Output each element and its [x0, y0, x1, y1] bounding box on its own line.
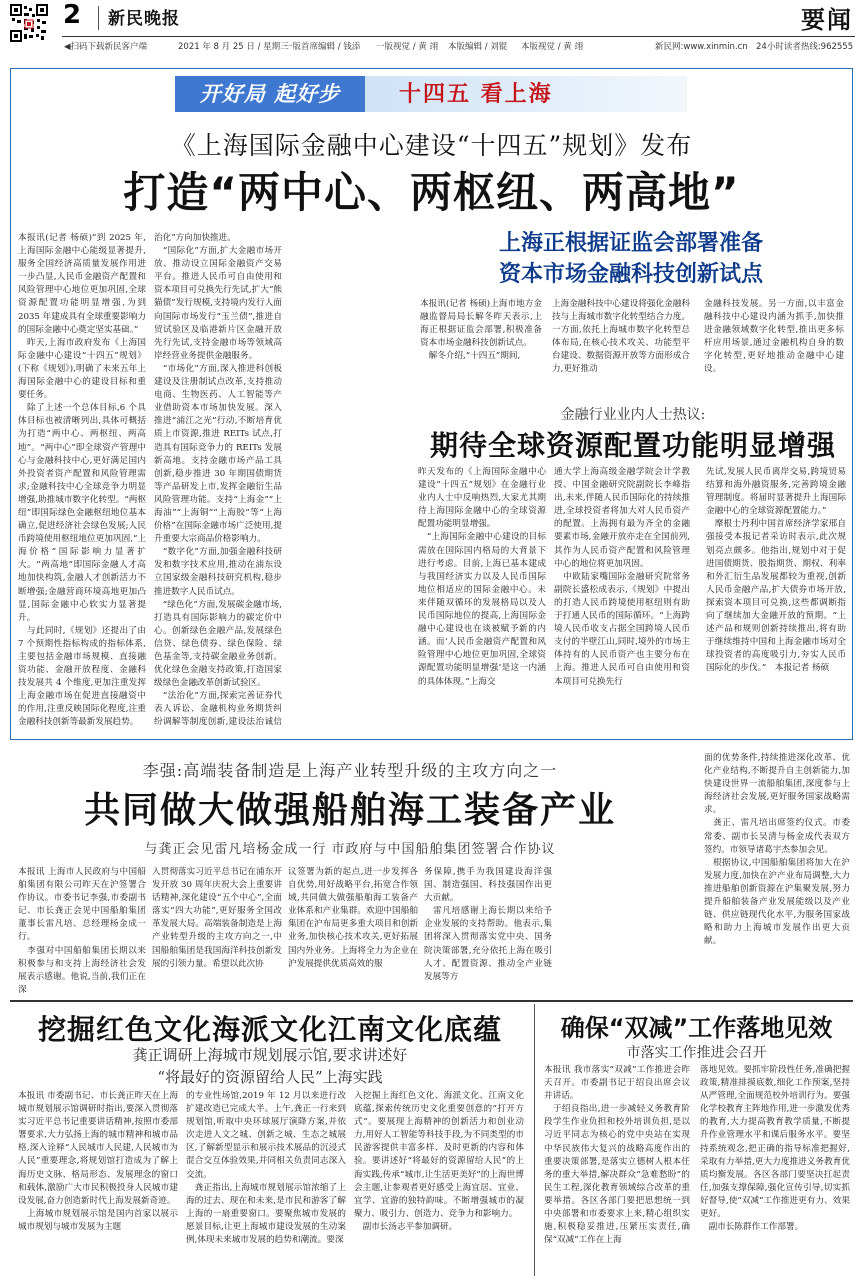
story4-subtitle2: 与龚正会见雷凡培杨金成一行 市政府与中国船舶集团签署合作协议	[144, 842, 556, 857]
story2-headline-line1: 上海正根据证监会部署准备	[498, 230, 763, 256]
story4-column-1: 本报讯 上海市人民政府与中国船舶集团有限公司昨天在沪签署合作协议。市委书记李强,市委副书记、市长龚正会见中国船舶集团董事长雷凡培、总经理杨金成一行。 李强对中国船舶集团长期以来积极参与和支持上海经济社会发展表示感谢。他说,当前,我们正在深	[18, 867, 146, 994]
masthead-divider	[98, 6, 99, 30]
story5-subtitle1: 龚正调研上海城市规划展示馆,要求讲述好	[132, 1046, 408, 1064]
story5-column-3: 入挖掘上海红色文化、海派文化、江南文化底蕴,探索传统历史文化重要创意的“打开方式”。要展现上海精神的创新活力和创业动力,用好人工智能等科技手段,为不同类型的市民游客提供丰富多样、及时更新的内容和体验。要讲述好“将最好的资源留给人民”的上海实践,传承“城市,让生活更美好”的上海世博会主题,让参观者更好感受上海宜居、宜业、宜学、宜游的独特韵味。不断增强城市的凝聚力、吸引力、创造力、竞争力和影响力。 副市长汤志平参加调研。	[354, 1091, 524, 1232]
story5-subtitle2: “将最好的资源留给人民”上海实践	[157, 1068, 383, 1086]
story3-column-1: 昨天发布的《上海国际金融中心建设“十四五”规划》在金融行业业内人士中反响热烈,大家尤其期待上海国际金融中心的全球资源配置功能明显增强。 “上海国际金融中心建设的目标需放在国际国内格局的大背景下进行考虑。目前,上海已基本建成与我国经济实力以及人民币国际地位相适应的国际金融中心。未来伴随双循环的发展格局以及人民币国际地位的提高,上海国际金融中心建设也在谈被赋予新的内涵。而‘人民币金融资产配置和风险管理中心地位更加巩固,全球资源配置功能明显增强’是这一内涵的具体体现。”上海交	[418, 467, 546, 687]
story4-column-4: 务保障,携手为我国建设海洋强国、制造强国、科技强国作出更大贡献。 雷凡培感谢上海长期以来给予企业发展的支持帮助。他表示,集团将深入贯彻落实党中央、国务院决策部署,充分依托上海在吸引人才、配置资源、推动全产业链发展等方	[424, 867, 552, 982]
story3-kicker: 金融行业业内人士热议:	[560, 407, 706, 423]
app-promo[interactable]: ◀扫码下载新民客户端	[64, 42, 148, 52]
date-line: 2021 年 8 月 25 日 / 星期三	[178, 42, 289, 52]
story4-column-3: 议签署为新的起点,进一步发挥各自优势,用好战略平台,拓宽合作领域,共同做大做强船舶海工装备产业体系和产业集群。欢迎中国船舶集团在沪布局更多重大项目和创新业务,加快核心技术攻关,更好拓展国内外业务。上海将全力为企业在沪发展提供优质高效的服	[288, 867, 418, 969]
story5-headline: 挖掘红色文化海派文化江南文化底蕴	[37, 1013, 502, 1046]
masthead-rule	[62, 36, 855, 37]
story6-column-2: 落地见效。要抓牢阶段性任务,准确把握政策,精准排摸底数,细化工作预案,坚持从严管理,全面规范校外培训行为。要强化学校教育主阵地作用,进一步激发优秀的教育,大力提高教育教学质量,不断提升作业管理水平和课后服务水平。要坚持系统观念,把正确的指导标准把握好,采取有力举措,更大力度推进义务教育优质均衡发展。各区各部门要坚决扛起责任,加强支撑保障,强化宣传引导,切实抓好督导,使“双减”工作推进更有力、效果更好。 副市长陈群作工作部署。	[700, 1065, 850, 1233]
story6-headline: 确保“双减”工作落地见效	[560, 1014, 833, 1042]
lead-headline: 打造“两中心、两枢纽、两高地”	[123, 168, 740, 217]
story2-column-3: 金融科技发展。另一方面,以丰富金融科技中心建设内涵为抓手,加快推进金融领域数字化转型,推出更多标杆应用场景,通过金融机构自身的数字化转型,更好地推动金融中心建设。	[704, 299, 844, 375]
banner-series: 十四五 看上海	[365, 76, 687, 112]
story2-headline-line2: 资本市场金融科技创新试点	[498, 261, 763, 287]
series-banner	[175, 76, 687, 112]
newspaper-brand: 新民晚报	[108, 9, 180, 29]
story3-column-3: 先试,发展人民币离岸交易,跨境贸易结算和海外融资服务,完善跨境金融管理制度。将届时显著提升上海国际金融中心的全球资源配置能力。” 摩根士丹利中国首席经济学家邢自强接受本报记者采访时表示,此次规划亮点颇多。他指出,规划中对于促进国债期货、股指期货、期权、利率和外汇衍生品发展都较为重视,创新人民币金融产品,扩大债券市场开放,探索资本项目可兑换,这些都调断指向了继续加大金融开放的预期。“上述产品和规则创新持续推出,将有助于继续维持中国和上海金融市场对全球投资者的高度吸引力,夯实人民币国际化的步伐。” 本报记者 杨硕	[706, 467, 846, 674]
page-visual: 本版视觉 / 黄 翊	[521, 42, 583, 52]
section-title: 要闻	[801, 6, 853, 34]
column-divider	[534, 1004, 535, 1276]
lead-subtitle: 《上海国际金融中心建设“十四五”规划》发布	[170, 131, 693, 160]
qr-code-icon[interactable]	[10, 4, 48, 42]
page-number: 2	[63, 0, 82, 30]
story4-column-2: 入贯彻落实习近平总书记在浦东开发开放 30 周年庆祝大会上重要讲话精神,深化建设“五个中心”,全面落实“四大功能”,更好服务全国改革发展大局。高端装备制造是上海产业转型升级的主攻方向之一,中国船舶集团是我国海洋科技创新发展的引领力量。希望以此次协	[152, 867, 282, 969]
story5-column-2: 的专业性场馆,2019 年 12 月以来进行改扩建改造已完成大半。上午,龚正一行来到规划馆,听取中央环球展厅演降方案,并依次走进人文之城、创新之城、生态之城展区,了解新型显示和展示技术展品的沉浸式混合交互体验效果,并同相关负责同志深入交流。 龚正指出,上海城市规划展示馆浓缩了上海的过去、现在和未来,是市民和游客了解上海的一扇重要窗口。要聚焦城市发展的愿景目标,让更上海城市建设发展的生动案例,体现未来城市发展的趋势和潮流。要深	[186, 1091, 346, 1246]
story2-column-1: 本报讯(记者 杨硕)上海市地方金融监督局局长解冬昨天表示,上海正根据证监会部署,积极准备资本市场金融科技创新试点。 解冬介绍,“十四五”期间,	[420, 299, 542, 362]
story2-column-2: 上海金融科技中心建设将强化金融科技与上海城市数字化转型结合力度。一方面,依托上海城市数字化转型总体布局,在核心技术攻关、功能型平台建设、数据资源开放等方面形成合力,更好推动	[552, 299, 690, 375]
story4-subtitle: 李强:高端装备制造是上海产业转型升级的主攻方向之一	[142, 761, 558, 780]
story3-headline: 期待全球资源配置功能明显增强	[429, 429, 836, 462]
story6-subtitle: 市落实工作推进会召开	[626, 1045, 767, 1061]
chief-editor: 一版首席编辑 / 钱添	[284, 42, 361, 52]
story3-column-2: 通大学上海高级金融学院会计学教授、中国金融研究院副院长李峰指出,未来,伴随人民币国际化的持续推进,全球投资者将加大对人民币资产的配置。上海拥有最为齐全的金融要素市场,金融开放亦走在全国前列,其作为人民币资产配置和风险管理中心的地位将更加巩固。 中欧陆家嘴国际金融研究院常务副院长盛松成表示,《规划》中提出的打造人民币跨境使用枢纽则有助于打通人民币的国际循环。“上海跨境人民币收支占据全国跨境人民币支付的半壁江山,同时,境外的市场主体持有的人民币资产也主要分布在上海。推进人民币可自由使用和资本项目可兑换先行	[554, 467, 690, 687]
story5-column-1: 本报讯 市委副书记、市长龚正昨天在上海城市规划展示馆调研时指出,要深入贯彻落实习近平总书记重要讲话精神,按照市委部署要求,大力弘扬上海的城市精神和城市品格,深入诠释“人民城市人民建,人民城市为人民”重要理念,将规划馆打造成为了解上海历史文脉、格局形态、发展理念的窗口和载体,激励广大市民积极投身人民城市建设发展,奋力创造新时代上海发展新奇迹。 上海城市规划展示馆是国内首家以展示城市规划与城市发展为主题	[18, 1091, 178, 1232]
lead-column-1: 本报讯(记者 杨硕)“到 2025 年,上海国际金融中心能级显著提升,服务全国经济高质量发展作用进一步凸显,人民币金融资产配置和风险管理中心地位更加巩固,全球资源配置功能明显增强,为到 2035 年建成具有全球重要影响力的国际金融中心奠定坚实基础。” 昨天,上海市政府发布《上海国际金融中心建设“十四五”规划》(下称《规划》),明确了未来五年上海国际金融中心的建设目标和重要任务。 除了上述一个总体目标,6 个具体目标也被清晰列出,具体可概括为打造“两中心、两枢纽、两高地”。“两中心”即全球资产管理中心与金融科技中心,更好满足国内外投资者资产配置和风险管理需求;金融科技中心全球竞争力明显增强,助推城市数字化转型。“两枢纽”即国际绿色金融枢纽地位基本确立,促进经济社会绿色发展;人民币跨境使用枢纽地位更加巩固,“上海价格”国际影响力显著扩大。“两高地”即国际金融人才高地加快构筑,金融人才创新活力不断增强;金融营商环境高地更加凸显,国际金融中心软实力显著提升。 与此同时,《规划》还提出了由 7 个预期性指标构成的指标体系,主要包括金融市场规模、直接融资功能、金融开放程度、金融科技发展共 4 个维度,更加注重发挥上海金融市场在促进直接融资中的作用,注重反映国际化程度,注重金融科技创新等最新发展趋势。	[18, 233, 146, 728]
front-visual: 一版视觉 / 黄 翊	[376, 42, 438, 52]
story2-headline-box	[415, 228, 847, 290]
hotline: 24小时读者热线:962555	[756, 42, 854, 52]
story4-headline: 共同做大做强船舶海工装备产业	[83, 790, 616, 831]
page-editor: 本版编辑 / 刘锟	[448, 42, 508, 52]
story6-column-1: 本报讯 我市落实“双减”工作推进会昨天召开。市委副书记于绍良出席会议并讲话。 于绍良指出,进一步减轻义务教育阶段学生作业负担和校外培训负担,是以习近平同志为核心的党中央站在实现中华民族伟大复兴的战略高度作出的重要决策部署,是落实立德树人根本任务的重大举措,解决群众“急难愁盼”的民生工程,深化教育领域综合改革的重要举措。各区各部门要把思想统一到中央部署和市委要求上来,精心组织实施,积极稳妥推进,压紧压实责任,确保“双减”工作在上海	[544, 1065, 690, 1246]
masthead	[0, 0, 863, 52]
banner-slogan: 开好局 起好步	[175, 76, 365, 112]
lead-column-2: 治化”方向加快推进。 “国际化”方面,扩大金融市场开放、推动设立国际金融资产交易平台。推进人民币可自由使用和资本项目可兑换先行先试,扩大“熊猫债”发行规模,支持境内发行人面向国际市场发行“玉兰债”,推进自贸试验区及临港新片区金融开放先行先试,支持金融市场等领域高岸经营业务提供金融服务。 “市场化”方面,深入推进科创板建设及注册制试点改革,支持推动电商、生物医药、人工智能等产业借助资本市场加快发展。深入推进“浦江之光”行动,不断培育优质上市资源,推进 REITs 试点,打造具有国际竞争力的 REITs 发展新高地。支持金融市场产品工具创新,稳步推进 30 年期国债期货等产品研发上市,发挥金融衍生品风险管理功能。支持“上海金”“上海油”“上海铜”“上海胶”等“上海价格”在国际金融市场广泛使用,提升重要大宗商品价格影响力。 “数字化”方面,加强金融科技研发和数字技术应用,推动在浦东设立国家级金融科技研究机构,稳步推进数字人民币试点。 “绿色化”方面,发展碳金融市场,打造具有国际影响力的碳定价中心。创新绿色金融产品,发展绿色信贷、绿色债券、绿色保险、绿色基金等,支持碳金融业务创新。优化绿色金融支持政策,打造国家级绿色金融改革创新试验区。 “法治化”方面,探索完善证券代表人诉讼、金融机构业务期货纠纷调解等制度创新,建设法治诚信	[154, 233, 282, 728]
section-rule	[10, 1000, 853, 1002]
website[interactable]: 新民网:www.xinmin.cn	[655, 42, 748, 52]
story4-column-5: 面的优势条件,持续推进深化改革、优化产业结构,不断提升自主创新能力,加快建设世界一流船舶集团,深度参与上海经济社会发展,更好服务国家战略需求。 龚正、雷凡培出席签约仪式。市委常委、副市长吴清与杨金成代表双方签约。市领导诸葛宇杰参加会见。 根据协议,中国船舶集团将加大在沪发展力度,加快在沪产业布局调整,大力推进船舶创新资源在沪集聚发展,努力提升船舶装备产业发展能级以及产业链、供应链现代化水平,为服务国家战略和助力上海城市发展作出更大贡献。	[704, 753, 850, 947]
